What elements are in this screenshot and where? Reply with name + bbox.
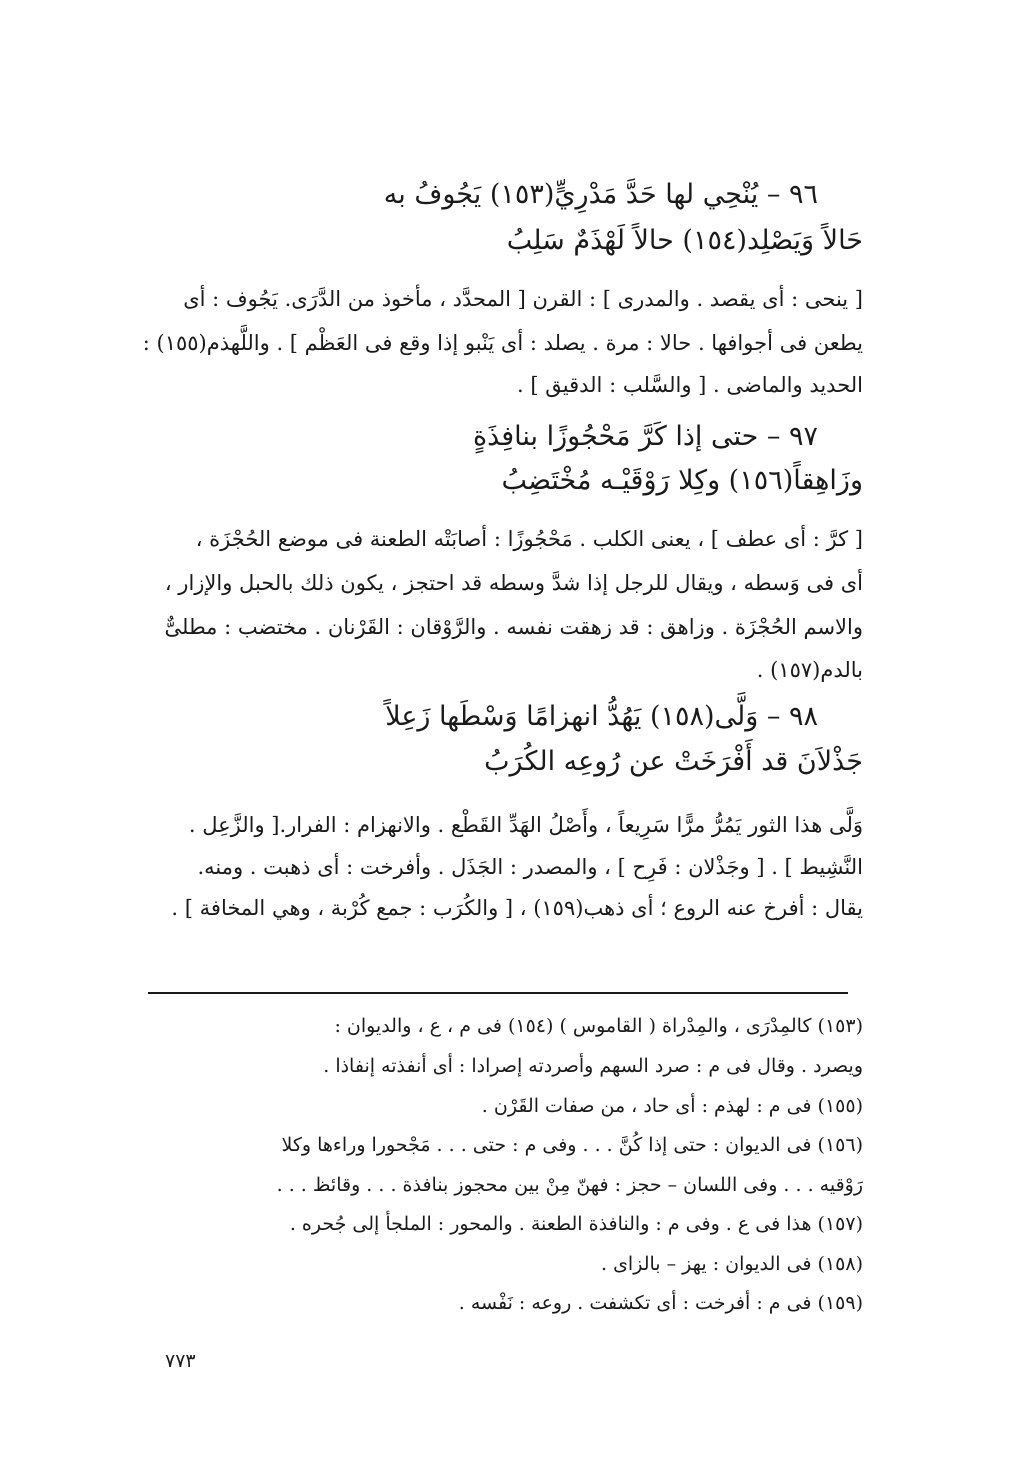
footnote-line-7: (١٥٨) فى الديوان : يهز – بالزاى . [600, 1253, 863, 1275]
commentary-97-line-1: [ كرَّ : أى عطف ] ، يعنى الكلب . مَحْجُوزًا : أصابَتْه الطعنة فى موضع الحُجْزَة ، [195, 527, 863, 551]
footnote-line-1: (١٥٣) كالمِدْرَى ، والمِدْراة ( القاموس ) (١٥٤) فى م ، ع ، والديوان : [334, 1015, 863, 1037]
footnote-line-5: رَوْقيه . . . وفى اللسان – حجز : فهنّ مِنْ بين محجوز بنافذة . . . وقائظ . . . [276, 1174, 863, 1196]
verse-98-second-hemistich: جَذْلاَنَ قد أَفْرَخَتْ عن رُوعِه الكُرَبُ [484, 746, 863, 777]
footnote-line-4: (١٥٦) فى الديوان : حتى إذا كُنَّ . . . وفى م : حتى . . . مَجْحورا وراءها وكلا [281, 1134, 863, 1156]
footnote-separator [148, 992, 848, 994]
verse-96-second-hemistich: حَالاً وَيَصْلِد(١٥٤) حالاً لَهْذَمٌ سَلِبُ [506, 225, 863, 256]
commentary-98-line-1: وَلَّى هذا الثور يَمُرُّ مرًّا سَرِيعاً ، وأَصْلُ الهَدِّ القَطْع . والانهزام : الفرار.[ والزَّعِل . [188, 813, 863, 837]
commentary-96-line-3: الحديد والماضى . [ والسَّلب : الدقيق ] . [517, 373, 863, 397]
commentary-97-line-4: بالدم(١٥٧) . [756, 658, 863, 682]
footnote-line-2: ويصرد . وقال فى م : صرد السهم وأصردته إصرادا : أى أنفذته إنفاذا . [323, 1055, 863, 1077]
footnote-line-6: (١٥٧) هذا فى ع . وفى م : والنافذة الطعنة . والمحور : الملجأ إلى جُحره . [289, 1213, 863, 1235]
footnote-line-3: (١٥٥) فى م : لهذم : أى حاد ، من صفات القَرْن . [481, 1095, 863, 1117]
footnote-line-8: (١٥٩) فى م : أفرخت : أى تكشفت . روعه : نَفْسه . [458, 1292, 863, 1314]
commentary-98-line-3: يقال : أفرخ عنه الروع ؛ أى ذهب(١٥٩) ، [ والكُرَب : جمع كُرْبة ، وهي المخافة ] . [171, 896, 863, 920]
verse-97-first-hemistich: ٩٧ – حتى إذا كَرَّ مَحْجُوزًا بنافِذَةٍ [472, 421, 818, 452]
commentary-98-line-2: النَّشِيط ] . [ وجَذْلان : فَرِح ] ، والمصدر : الجَذَل . وأفرخت : أى ذهبت . ومنه. [197, 855, 863, 879]
page-number: ٧٧٣ [165, 1350, 196, 1372]
commentary-96-line-2: يطعن فى أجوافها . حالا : مرة . يصلد : أى يَنْبو إذا وقع فى العَظْم ] . واللَّهذم(١٥٥) : [142, 331, 863, 355]
commentary-97-line-2: أى فى وَسطه ، ويقال للرجل إذا شدَّ وسطه قد احتجز ، يكون ذلك بالحبل والإزار ، [164, 571, 863, 595]
commentary-96-line-1: [ ينحى : أى يقصد . والمدرى ] : القرن [ المحدَّد ، مأخوذ من الدَّرَى. يَجُوف : أى [183, 287, 863, 311]
verse-97-second-hemistich: وزَاهِقاً(١٥٦) وكِلا رَوْقَيْـه مُخْتَضِبُ [501, 465, 863, 496]
commentary-97-line-3: والاسم الحُجْزَة . وزاهق : قد زهقت نفسه . والرَّوْقان : القَرْنان . مختضب : مطلىٌّ [164, 615, 863, 639]
verse-96-first-hemistich: ٩٦ – يُنْحِي لها حَدَّ مَدْرِيٍّ(١٥٣) يَجُوفُ به [383, 179, 818, 210]
verse-98-first-hemistich: ٩٨ – وَلَّى(١٥٨) يَهُدُّ انهزامًا وَسْطَها زَعِلاً [385, 701, 818, 732]
